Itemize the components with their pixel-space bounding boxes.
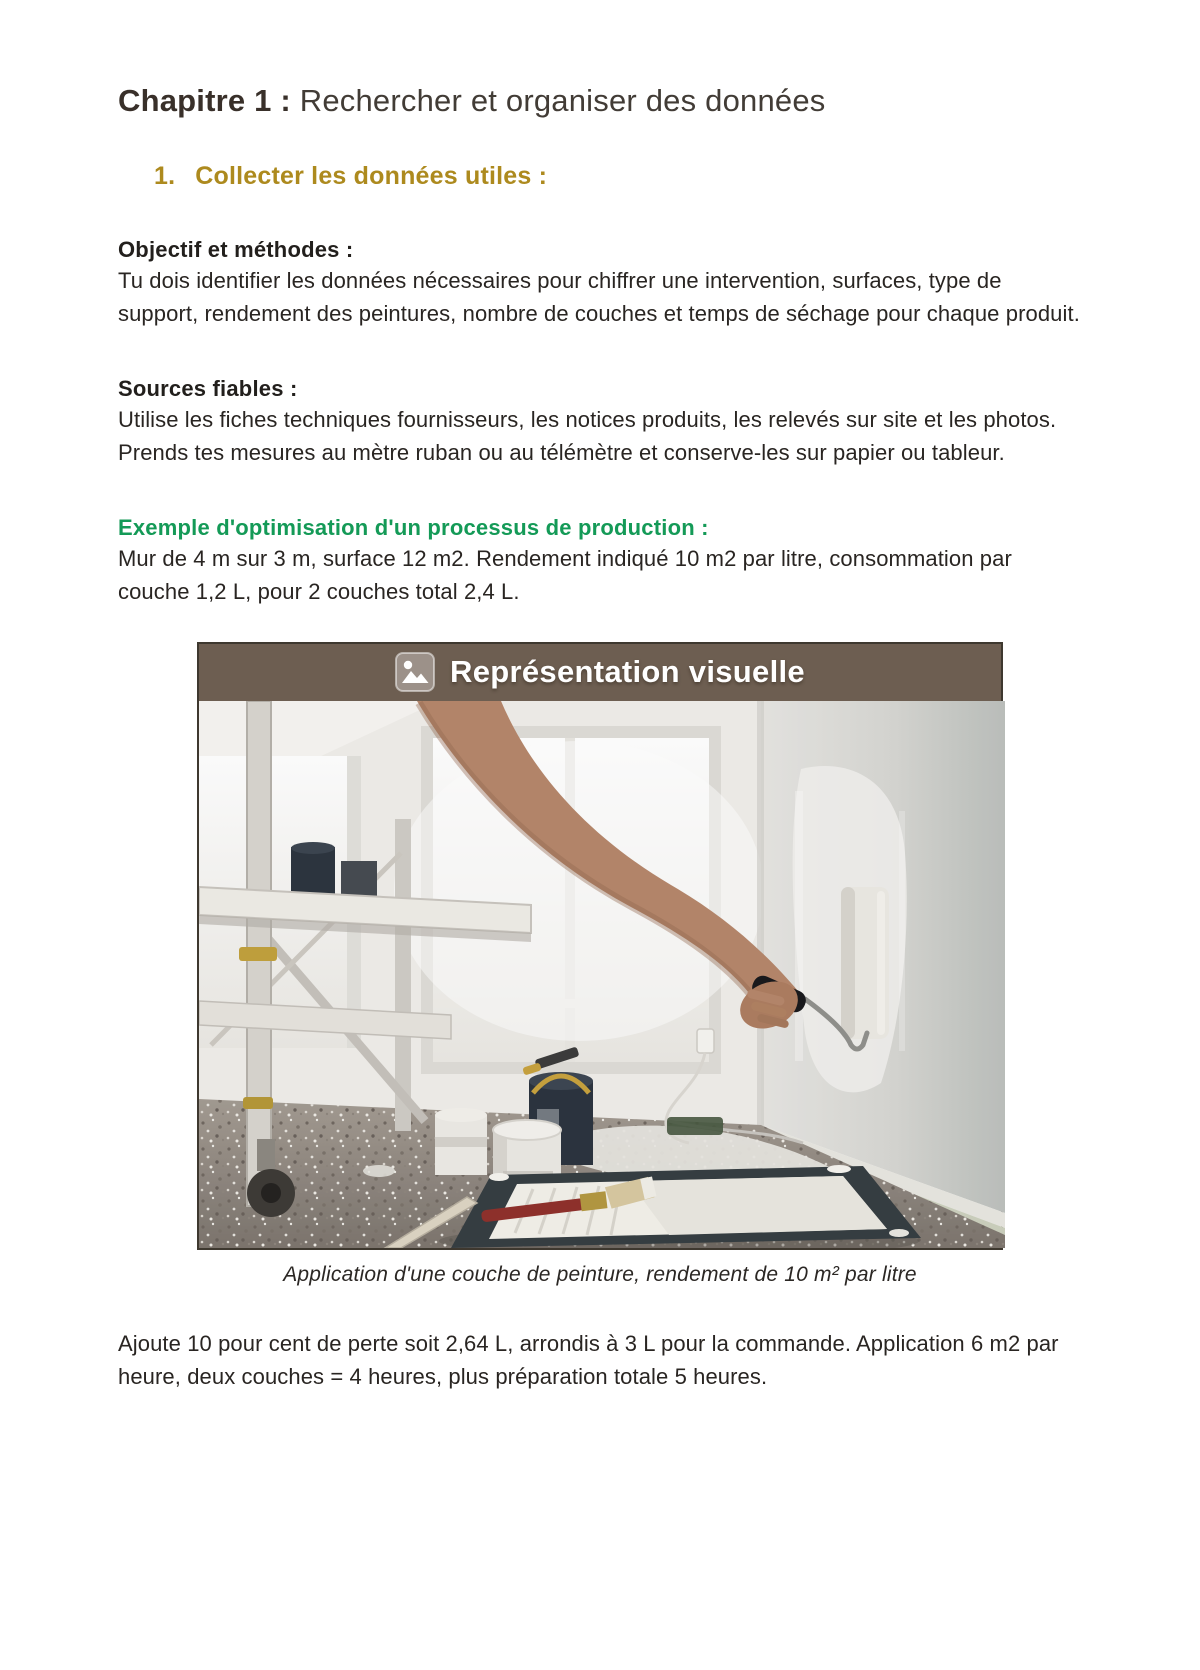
figure-bar-title: Représentation visuelle [450, 654, 805, 690]
subsection-heading-green: Exemple d'optimisation d'un processus de production : [118, 514, 709, 540]
subsection-heading: Objectif et méthodes : [118, 236, 354, 262]
figure-header-bar [199, 644, 1001, 701]
subsection-body: Mur de 4 m sur 3 m, surface 12 m2. Rendement indiqué 10 m2 par litre, consommation par couche 1,2 L, pour 2 couches total 2,4 L. [118, 545, 1012, 604]
image-icon [395, 652, 435, 692]
subsection-heading: Sources fiables : [118, 375, 298, 401]
subsection-body: Tu dois identifier les données nécessaires pour chiffrer une intervention, surfaces, type de support, rendement des peintures, nombre de couches et temps de séchage pour chaque produit. [118, 267, 1080, 326]
section-objectif [118, 237, 1082, 330]
figure-photo [199, 701, 1005, 1248]
section-heading-collect [154, 162, 1082, 191]
figure-photo-container [199, 701, 1001, 1248]
chapter-title-text: Rechercher et organiser des données [299, 83, 826, 118]
list-label: Collecter les données utiles : [195, 161, 548, 190]
page-title [118, 80, 1082, 122]
chapter-label: Chapitre 1 : [118, 83, 291, 118]
figure [197, 642, 1003, 1250]
subsection-body: Utilise les fiches techniques fournisseurs, les notices produits, les relevés sur site et les photos. Prends tes mesures au mètre ruban ou au télémètre et conserve-les sur papier ou tableur. [118, 406, 1057, 465]
list-number: 1. [154, 161, 176, 190]
figure-block [197, 642, 1003, 1287]
section-exemple [118, 515, 1082, 608]
figure-caption: Application d'une couche de peinture, rendement de 10 m² par litre [283, 1262, 917, 1286]
closing-paragraph: Ajoute 10 pour cent de perte soit 2,64 L, arrondis à 3 L pour la commande. Application 6 m2 par heure, deux couches = 4 heures, plus préparation totale 5 heures. [118, 1330, 1059, 1389]
section-sources [118, 376, 1082, 469]
